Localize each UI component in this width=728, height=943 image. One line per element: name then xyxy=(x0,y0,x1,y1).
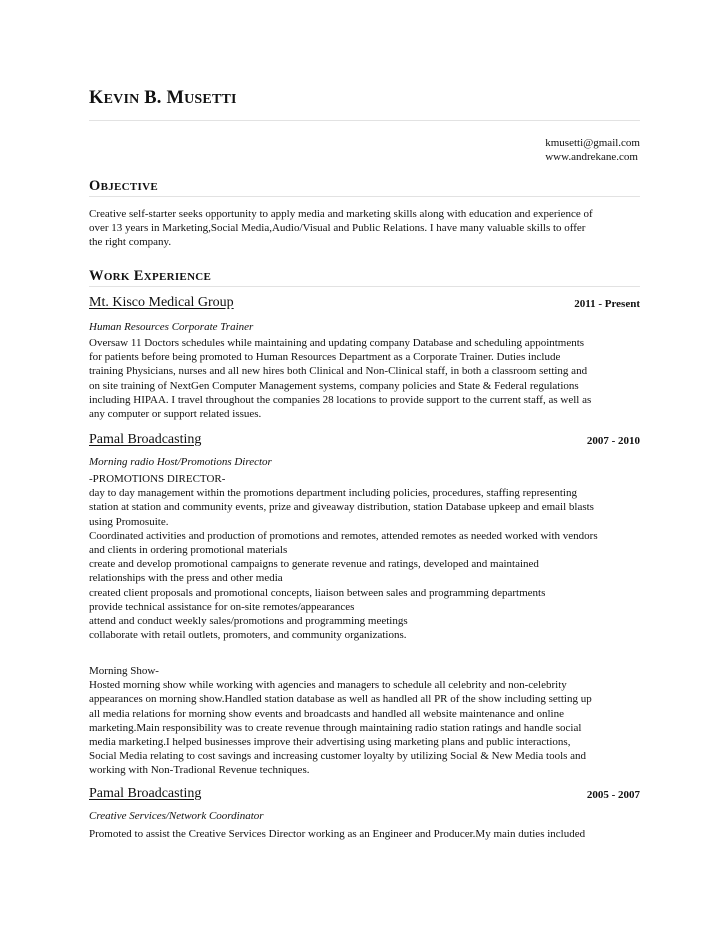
job-title: Creative Services/Network Coordinator xyxy=(89,810,264,822)
text-line: create and develop promotional campaigns to generate revenue and ratings, developed and maintained xyxy=(89,558,539,571)
text-line: station at station and community events, prize and giveaway distribution, station Database upkeep and email blasts xyxy=(89,501,594,514)
divider xyxy=(89,120,640,121)
text-line: Creative self-starter seeks opportunity to apply media and marketing skills along with education and experience of xyxy=(89,208,593,220)
email-link[interactable]: kmusetti@gmail.com xyxy=(545,137,640,149)
text-line: any computer or support related issues. xyxy=(89,408,262,421)
text-line: Oversaw 11 Doctors schedules while maintaining and updating company Database and scheduling appointments xyxy=(89,337,585,349)
text-line: day to day management within the promotions department including policies, procedures, staffing representing xyxy=(89,487,577,500)
text-line: created client proposals and promotional concepts, liaison between sales and programming departments xyxy=(89,586,546,599)
text-line: -PROMOTIONS DIRECTOR- xyxy=(89,473,226,485)
website-link[interactable]: www.andrekane.com xyxy=(545,151,638,163)
text-line: Coordinated activities and production of promotions and remotes, attended remotes as needed worked with vendors xyxy=(89,529,598,542)
objective-text xyxy=(89,207,640,250)
job-description xyxy=(89,336,640,421)
text-line: and clients in ordering promotional materials xyxy=(89,544,288,557)
job-header xyxy=(89,786,640,804)
text-line: collaborate with retail outlets, promoters, and community organizations. xyxy=(89,629,407,642)
job-header xyxy=(89,432,640,450)
text-line: all media relations for morning show events and broadcasts and handled all website maintenance and online xyxy=(89,707,564,720)
text-line: Hosted morning show while working with agencies and managers to schedule all celebrity and non-celebrity xyxy=(89,679,567,692)
text-line: appearances on morning show.Handled station database as well as handled all PR of the show including setting up xyxy=(89,693,592,706)
text-line: for patients before being promoted to Human Resources Department as a Corporate Trainer. Duties include xyxy=(89,351,561,364)
text-line: attend and conduct weekly sales/promotions and programming meetings xyxy=(89,615,408,628)
text-line: Morning Show- xyxy=(89,665,159,677)
job-description-morning-show xyxy=(89,664,640,778)
text-line: provide technical assistance for on-site remotes/appearances xyxy=(89,600,355,613)
text-line: on site training of NextGen Computer Management systems, company policies and State & Federal regulations xyxy=(89,379,579,392)
job-dates: 2011 - Present xyxy=(574,298,640,310)
text-line: including HIPAA. I travel throughout the companies 28 locations to provide support to the current staff, as well as xyxy=(89,393,592,406)
company-name: Mt. Kisco Medical Group xyxy=(89,295,234,310)
text-line: media marketing.I helped businesses improve their advertising using marketing plans and public interactions, xyxy=(89,736,571,749)
objective-heading: OBJECTIVE xyxy=(89,178,159,194)
job-description xyxy=(89,827,640,841)
text-line: the right company. xyxy=(89,236,172,249)
company-name: Pamal Broadcasting xyxy=(89,432,202,447)
text-line: using Promosuite. xyxy=(89,515,169,528)
company-name: Pamal Broadcasting xyxy=(89,786,202,801)
divider xyxy=(89,196,640,197)
job-description xyxy=(89,472,640,642)
text-line: training Physicians, nurses and all new hires both Clinical and Non-Clinical staff, in both a classroom setting and xyxy=(89,365,588,378)
job-title: Human Resources Corporate Trainer xyxy=(89,321,254,333)
job-header xyxy=(89,295,640,313)
divider xyxy=(89,286,640,287)
text-line: relationships with the press and other media xyxy=(89,572,283,585)
text-line: marketing.Main responsibility was to create revenue through maintaining radio station ratings and handle social xyxy=(89,721,582,734)
contact-block xyxy=(545,136,640,164)
job-title: Morning radio Host/Promotions Director xyxy=(89,456,272,468)
text-line: Social Media relating to cost savings and increasing customer loyalty by utilizing Social & New Media tools and xyxy=(89,750,587,763)
text-line: working with Non-Tradional Revenue techniques. xyxy=(89,764,310,777)
job-dates: 2007 - 2010 xyxy=(586,435,640,447)
text-line: Promoted to assist the Creative Services Director working as an Engineer and Producer.My main duties included xyxy=(89,828,586,840)
job-dates: 2005 - 2007 xyxy=(586,789,640,801)
resume-name: KEVIN B. MUSETTI xyxy=(89,88,237,108)
text-line: over 13 years in Marketing,Social Media,Audio/Visual and Public Relations. I have many valuable skills to offer xyxy=(89,222,586,235)
work-experience-heading: WORK EXPERIENCE xyxy=(89,268,212,284)
